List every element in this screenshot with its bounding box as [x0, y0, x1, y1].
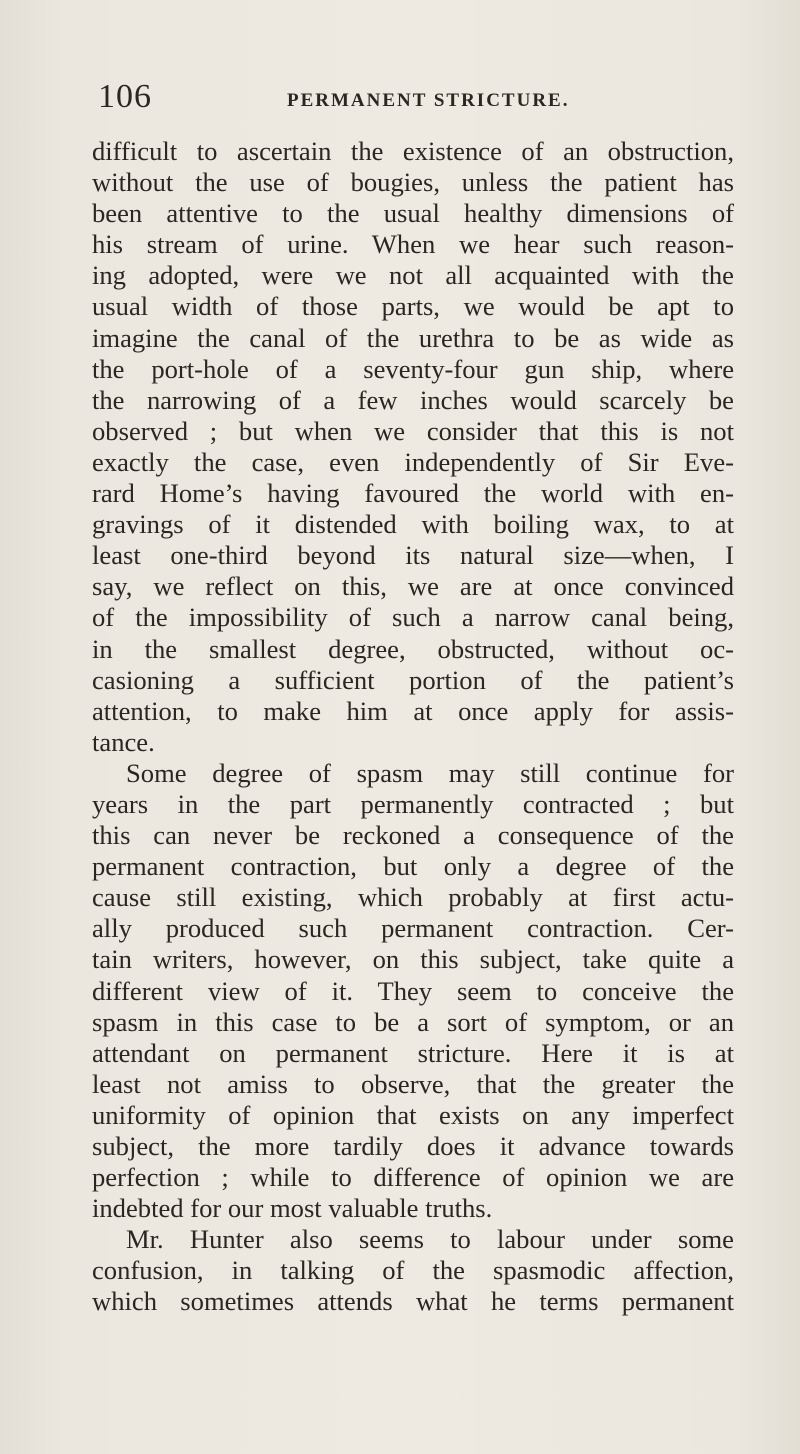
text-line: of the impossibility of such a narrow canal being,: [92, 602, 734, 633]
text-line: casioning a sufficient portion of the patient’s: [92, 664, 734, 695]
page-number: 106: [98, 78, 152, 115]
text-line: say, we reflect on this, we are at once convinced: [92, 571, 734, 602]
text-line: indebted for our most valuable truths.: [92, 1193, 493, 1224]
text-line: least not amiss to observe, that the greater the: [92, 1068, 734, 1099]
text-line: attendant on permanent stricture. Here it is at: [92, 1037, 734, 1068]
text-line: without the use of bougies, unless the patient has: [92, 167, 734, 198]
text-line: different view of it. They seem to conceive the: [92, 975, 734, 1006]
text-line: the narrowing of a few inches would scarcely be: [92, 384, 734, 415]
text-line: been attentive to the usual healthy dimensions of: [92, 198, 734, 229]
text-line: tain writers, however, on this subject, take quite a: [92, 944, 734, 975]
text-line: the port-hole of a seventy-four gun ship, where: [92, 353, 734, 384]
text-line: imagine the canal of the urethra to be as wide as: [92, 322, 734, 353]
running-head: [92, 78, 732, 118]
text-line: gravings of it distended with boiling wax, to at: [92, 509, 734, 540]
text-line: rard Home’s having favoured the world with en-: [92, 478, 734, 509]
text-line: permanent contraction, but only a degree of the: [92, 851, 734, 882]
text-line: in the smallest degree, obstructed, without oc-: [92, 633, 734, 664]
text-line: tance.: [92, 726, 155, 757]
text-line: Mr. Hunter also seems to labour under some: [126, 1224, 734, 1255]
text-line: least one-third beyond its natural size—when, I: [92, 540, 734, 571]
text-line: ing adopted, were we not all acquainted with the: [92, 260, 734, 291]
text-line: spasm in this case to be a sort of symptom, or an: [92, 1006, 734, 1037]
running-title: PERMANENT STRICTURE.: [287, 90, 570, 111]
text-line: usual width of those parts, we would be apt to: [92, 291, 734, 322]
body-text: [92, 136, 734, 1318]
text-line: exactly the case, even independently of Sir Eve-: [92, 446, 734, 477]
text-line: subject, the more tardily does it advance towards: [92, 1131, 734, 1161]
text-line: which sometimes attends what he terms permanent: [92, 1286, 734, 1317]
text-line: ally produced such permanent contraction. Cer-: [92, 913, 734, 944]
text-line: years in the part permanently contracted ; but: [92, 788, 734, 819]
text-line: cause still existing, which probably at first actu-: [92, 882, 734, 913]
text-line: difficult to ascertain the existence of an obstruction,: [92, 136, 734, 166]
text-line: this can never be reckoned a consequence of the: [92, 820, 734, 851]
text-line: Some degree of spasm may still continue for: [126, 757, 734, 788]
text-line: attention, to make him at once apply for assis-: [92, 695, 734, 726]
text-line: confusion, in talking of the spasmodic affection,: [92, 1255, 734, 1286]
text-line: perfection ; while to difference of opinion we are: [92, 1162, 734, 1193]
text-line: his stream of urine. When we hear such reason-: [92, 229, 734, 260]
text-line: uniformity of opinion that exists on any imperfect: [92, 1099, 734, 1130]
text-line: observed ; but when we consider that this is not: [92, 415, 734, 446]
